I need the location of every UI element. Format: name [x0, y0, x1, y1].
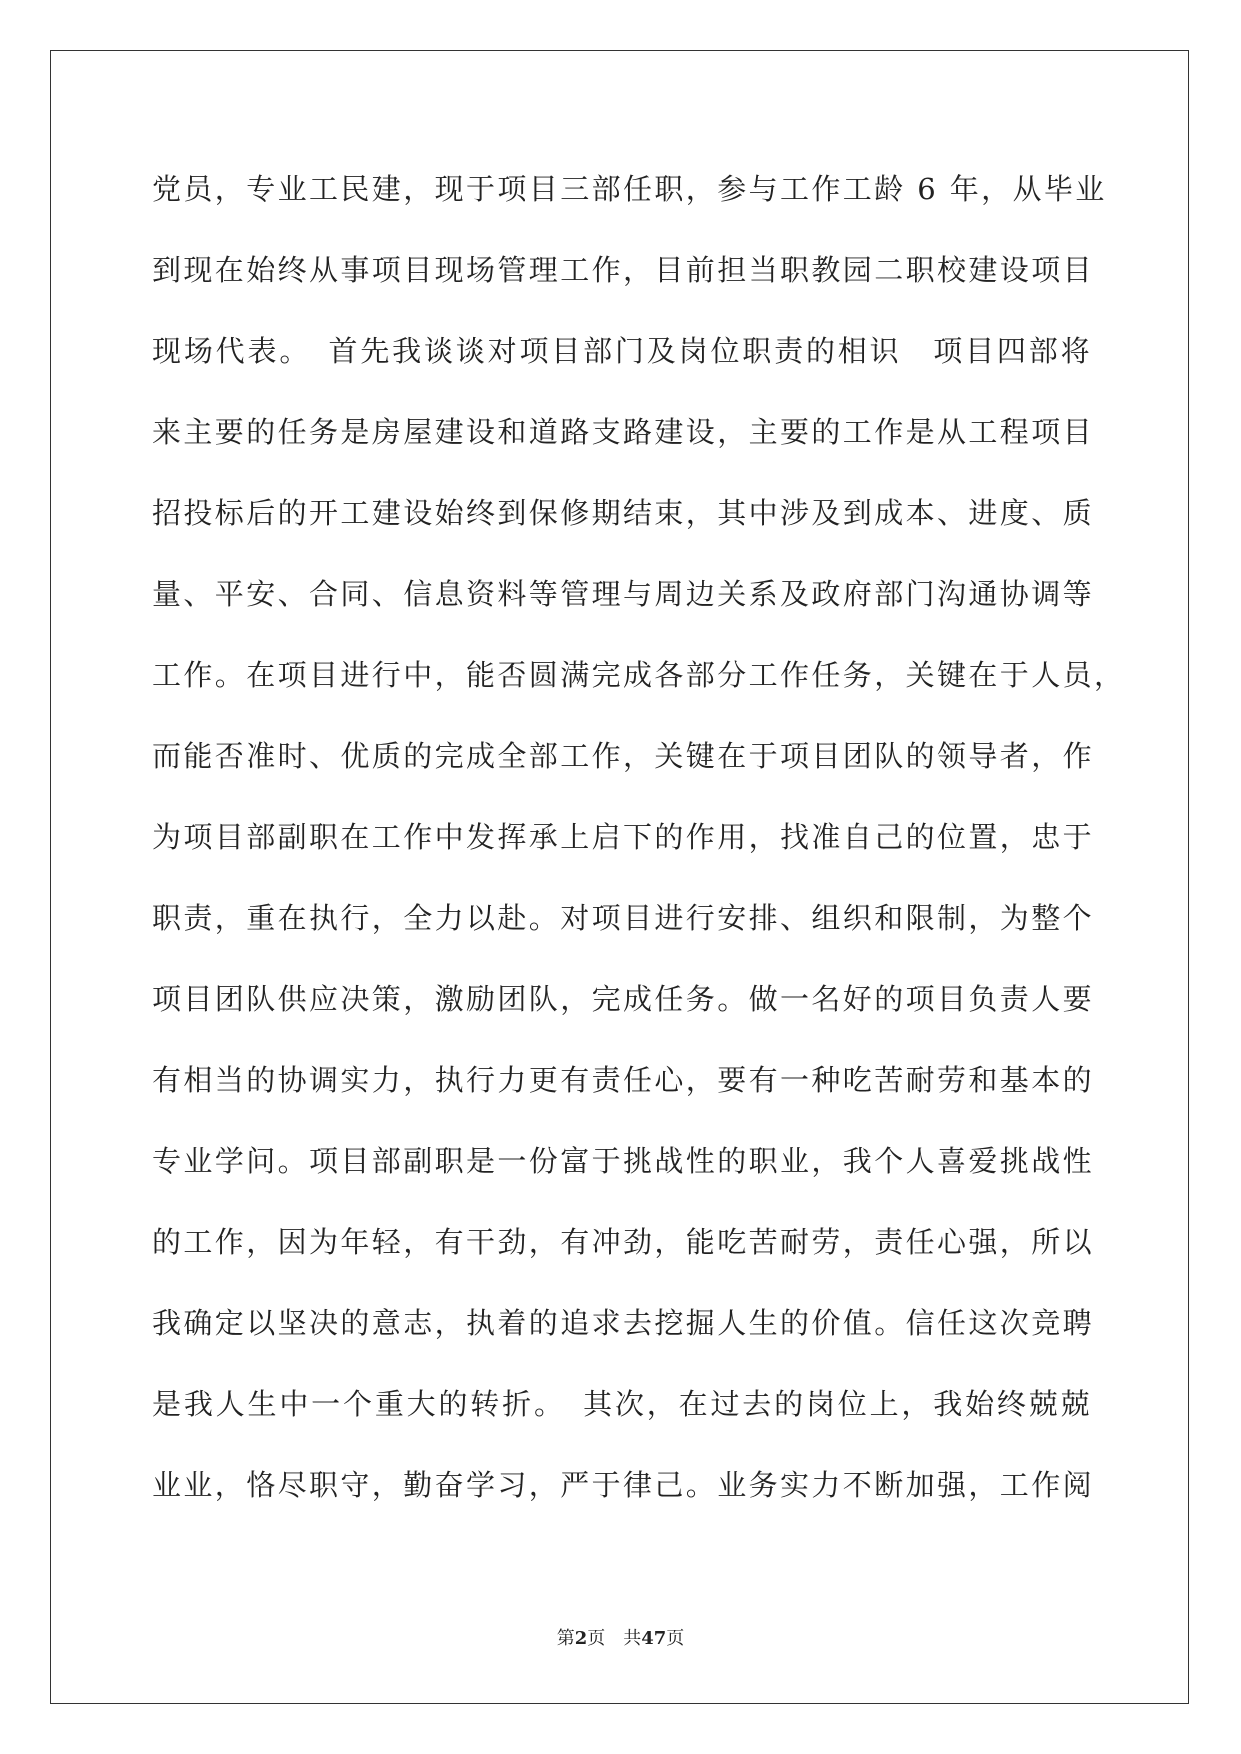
- text-line: 是我人生中一个重大的转折。 其次，在过去的岗位上，我始终兢兢: [152, 1387, 1092, 1421]
- text-line: 到现在始终从事项目现场管理工作，目前担当职教园二职校建设项目: [152, 253, 1095, 287]
- text-line: 工作。在项目进行中，能否圆满完成各部分工作任务，关键在于人员，: [152, 658, 1126, 692]
- text-line: 职责，重在执行，全力以赴。对项目进行安排、组织和限制，为整个: [152, 901, 1095, 935]
- page-number: 2: [574, 1628, 588, 1649]
- document-body: [152, 163, 1126, 1540]
- text-line: 有相当的协调实力，执行力更有责任心，要有一种吃苦耐劳和基本的: [152, 1063, 1095, 1097]
- total-pages: 47: [641, 1628, 667, 1649]
- text-line: 而能否准时、优质的完成全部工作，关键在于项目团队的领导者，作: [152, 739, 1095, 773]
- total-pages-prefix: 共: [623, 1628, 642, 1649]
- text-line: 来主要的任务是房屋建设和道路支路建设，主要的工作是从工程项目: [152, 415, 1095, 449]
- text-line: 的工作，因为年轻，有干劲，有冲劲，能吃苦耐劳，责任心强，所以: [152, 1225, 1095, 1259]
- text-line: 量、平安、合同、信息资料等管理与周边关系及政府部门沟通协调等: [152, 577, 1095, 611]
- text-line: 为项目部副职在工作中发挥承上启下的作用，找准自己的位置，忠于: [152, 820, 1095, 854]
- text-line: 现场代表。 首先我谈谈对项目部门及岗位职责的相识 项目四部将: [152, 334, 1092, 368]
- page-number-suffix: 页: [587, 1628, 606, 1649]
- text-line: 招投标后的开工建设始终到保修期结束，其中涉及到成本、进度、质: [152, 496, 1095, 530]
- page-number-prefix: 第: [556, 1628, 575, 1649]
- text-line: 业业，恪尽职守，勤奋学习，严于律己。业务实力不断加强，工作阅: [152, 1468, 1095, 1502]
- total-pages-suffix: 页: [666, 1628, 685, 1649]
- page-footer: [0, 1624, 1241, 1650]
- text-line: 我确定以坚决的意志，执着的追求去挖掘人生的价值。信任这次竞聘: [152, 1306, 1095, 1340]
- text-line: 专业学问。项目部副职是一份富于挑战性的职业，我个人喜爱挑战性: [152, 1144, 1095, 1178]
- text-line: 项目团队供应决策，激励团队，完成任务。做一名好的项目负责人要: [152, 982, 1095, 1016]
- text-line: 党员，专业工民建，现于项目三部任职，参与工作工龄 6 年，从毕业: [152, 172, 1107, 206]
